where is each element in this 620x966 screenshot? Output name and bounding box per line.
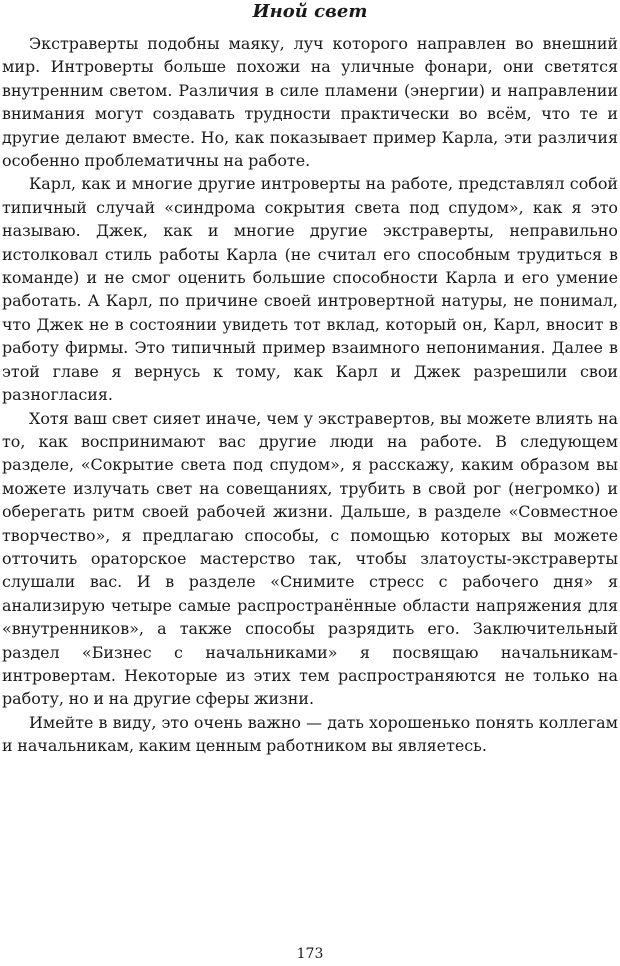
paragraph-1: Экстраверты подобны маяку, луч которого направлен во внешний мир. Интроверты больше похожи на уличные фонари, они светятся внутренним светом. Различия в силе пламени (энергии) и направлении внимания могут создавать трудности практически во всём, что те и другие делают вместе. Но, как показывает пример Карла, эти различия особенно проблематичны на работе. xyxy=(2,34,618,171)
page-number: 173 xyxy=(296,946,324,962)
section-heading: Иной свет xyxy=(252,1,368,22)
paragraph-2: Карл, как и многие другие интроверты на работе, представлял собой типичный случай «синдрома сокрытия света под спудом», как я это называю. Джек, как и многие другие экстраверты, неправильно истолковал стиль работы Карла (не считал его способным трудиться в команде) и не смог оценить большие способности Карла и его умение работать. А Карл, по причине своей интровертной натуры, не понимал, что Джек не в состоянии увидеть тот вклад, который он, Карл, вносит в работу фирмы. Это типичный пример взаимного непонимания. Далее в этой главе я вернусь к тому, как Карл и Джек разрешили свои разногласия. xyxy=(2,174,618,405)
paragraph-4: Имейте в виду, это очень важно — дать хорошенько понять коллегам и начальникам, каким ценным работником вы являетесь. xyxy=(2,712,618,756)
paragraph-3: Хотя ваш свет сияет иначе, чем у экстравертов, вы можете влиять на то, как воспринимают вас другие люди на работе. В следующем разделе, «Сокрытие света под спудом», я расскажу, каким образом вы можете излучать свет на совещаниях, трубить в свой рог (негромко) и оберегать ритм своей рабочей жизни. Дальше, в разделе «Совместное творчество», я предлагаю способы, с помощью которых вы можете отточить ораторское мастерство так, чтобы златоусты-экстраверты слушали вас. И в разделе «Снимите стресс с рабочего дня» я анализирую четыре самые распространённые области напряжения для «внутренников», а также способы разрядить его. Заключительный раздел «Бизнес с начальниками» я посвящаю начальникам-интровертам. Некоторые из этих тем распространяются не только на работу, но и на другие сферы жизни. xyxy=(2,408,618,709)
body-text xyxy=(2,32,618,758)
